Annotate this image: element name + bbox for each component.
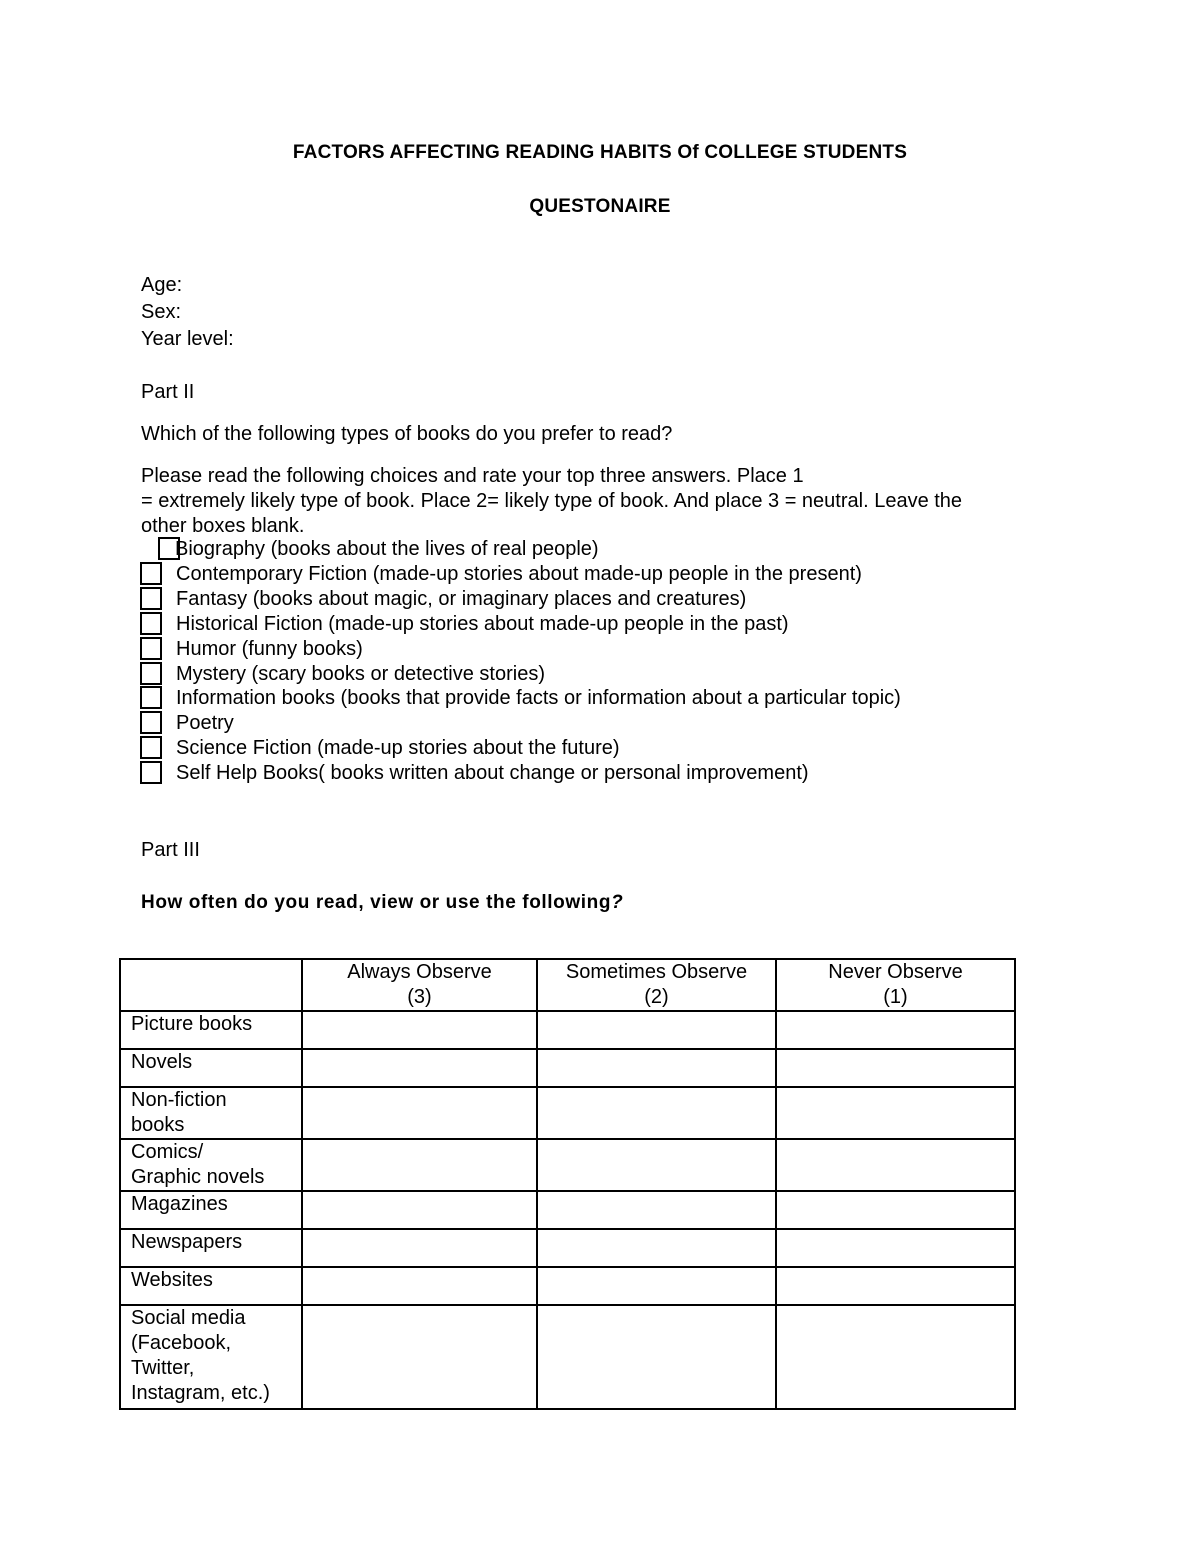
sex-label: Sex: xyxy=(141,301,182,323)
answer-cell[interactable] xyxy=(776,1087,1015,1139)
rank-box[interactable] xyxy=(140,637,162,660)
answer-cell[interactable] xyxy=(537,1139,776,1191)
row-label: Picture books xyxy=(120,1011,302,1049)
answer-cell[interactable] xyxy=(537,1305,776,1409)
answer-cell[interactable] xyxy=(537,1191,776,1229)
answer-cell[interactable] xyxy=(537,1229,776,1267)
rank-box[interactable] xyxy=(140,686,162,709)
frequency-table xyxy=(119,958,1016,1410)
row-label-line: Comics/ xyxy=(131,1141,204,1163)
column-score: (2) xyxy=(644,986,669,1008)
option-label: Self Help Books( books written about change or personal improvement) xyxy=(176,762,809,784)
answer-cell[interactable] xyxy=(776,1229,1015,1267)
column-score: (3) xyxy=(407,986,432,1008)
part2-heading: Part II xyxy=(141,381,195,403)
answer-cell[interactable] xyxy=(302,1139,537,1191)
row-label-line: Non-fiction xyxy=(131,1089,227,1111)
column-label: Sometimes Observe xyxy=(565,961,748,983)
instructions-line: = extremely likely type of book. Place 2= likely type of book. And place 3 = neutral. Leave the xyxy=(141,490,963,512)
answer-cell[interactable] xyxy=(302,1191,537,1229)
rank-box[interactable] xyxy=(140,736,162,759)
row-label xyxy=(120,1087,302,1139)
table-row xyxy=(120,1049,1015,1087)
row-label-line: Social media xyxy=(131,1307,246,1329)
document-subtitle: QUESTONAIRE xyxy=(529,196,671,217)
row-label xyxy=(120,1139,302,1191)
option-label: Science Fiction (made-up stories about the future) xyxy=(176,737,620,759)
part2-instructions xyxy=(141,464,1041,539)
instructions-line: other boxes blank. xyxy=(141,515,305,537)
row-label: Newspapers xyxy=(120,1229,302,1267)
row-label: Novels xyxy=(120,1049,302,1087)
header-always-observe xyxy=(302,959,537,1011)
answer-cell[interactable] xyxy=(302,1305,537,1409)
part3-question xyxy=(141,890,623,915)
part3-question-text: How often do you read, view or use the following xyxy=(141,892,612,913)
header-sometimes-observe xyxy=(537,959,776,1011)
answer-cell[interactable] xyxy=(776,1139,1015,1191)
answer-cell[interactable] xyxy=(302,1267,537,1305)
answer-cell[interactable] xyxy=(302,1087,537,1139)
row-label xyxy=(120,1305,302,1409)
instructions-line: Please read the following choices and rate your top three answers. Place 1 xyxy=(141,465,804,487)
column-label: Always Observe xyxy=(347,961,492,983)
rank-box[interactable] xyxy=(140,587,162,610)
table-row xyxy=(120,1191,1015,1229)
answer-cell[interactable] xyxy=(776,1011,1015,1049)
option-label: Humor (funny books) xyxy=(176,638,363,660)
part3-heading: Part III xyxy=(141,839,200,861)
row-label-line: (Facebook, xyxy=(131,1332,232,1354)
answer-cell[interactable] xyxy=(537,1049,776,1087)
row-label-line: books xyxy=(131,1114,185,1136)
answer-cell[interactable] xyxy=(776,1049,1015,1087)
header-blank-cell xyxy=(120,959,302,1011)
year-level-label: Year level: xyxy=(141,328,234,350)
option-label: Poetry xyxy=(176,712,234,734)
answer-cell[interactable] xyxy=(776,1267,1015,1305)
row-label-line: Twitter, xyxy=(131,1357,195,1379)
answer-cell[interactable] xyxy=(537,1267,776,1305)
table-row xyxy=(120,1087,1015,1139)
answer-cell[interactable] xyxy=(302,1011,537,1049)
answer-cell[interactable] xyxy=(302,1229,537,1267)
header-never-observe xyxy=(776,959,1015,1011)
rank-box[interactable] xyxy=(140,761,162,784)
answer-cell[interactable] xyxy=(537,1011,776,1049)
row-label-line: Graphic novels xyxy=(131,1166,265,1188)
table-row xyxy=(120,1011,1015,1049)
table-row xyxy=(120,1139,1015,1191)
document-title: FACTORS AFFECTING READING HABITS Of COLLEGE STUDENTS xyxy=(292,142,908,163)
rank-box[interactable] xyxy=(140,562,162,585)
answer-cell[interactable] xyxy=(776,1305,1015,1409)
table-row xyxy=(120,1229,1015,1267)
table-row xyxy=(120,1305,1015,1409)
option-label: Mystery (scary books or detective stories) xyxy=(176,663,545,685)
rank-box[interactable] xyxy=(140,612,162,635)
option-label: Fantasy (books about magic, or imaginary places and creatures) xyxy=(176,588,747,610)
option-label: Historical Fiction (made-up stories about made-up people in the past) xyxy=(176,613,789,635)
option-label: Information books (books that provide facts or information about a particular topic) xyxy=(176,687,901,709)
row-label: Magazines xyxy=(120,1191,302,1229)
rank-box[interactable] xyxy=(140,662,162,685)
column-label: Never Observe xyxy=(828,961,963,983)
row-label-line: Instagram, etc.) xyxy=(131,1382,270,1404)
row-label: Websites xyxy=(120,1267,302,1305)
table-row xyxy=(120,1267,1015,1305)
part2-question: Which of the following types of books do you prefer to read? xyxy=(141,423,673,445)
table-header-row xyxy=(120,959,1015,1011)
rank-box[interactable] xyxy=(140,711,162,734)
answer-cell[interactable] xyxy=(537,1087,776,1139)
answer-cell[interactable] xyxy=(776,1191,1015,1229)
column-score: (1) xyxy=(883,986,908,1008)
option-label: Contemporary Fiction (made-up stories about made-up people in the present) xyxy=(176,563,862,585)
answer-cell[interactable] xyxy=(302,1049,537,1087)
option-label: Biography (books about the lives of real people) xyxy=(175,538,599,560)
part3-question-mark: ? xyxy=(611,892,624,913)
age-label: Age: xyxy=(141,274,183,296)
